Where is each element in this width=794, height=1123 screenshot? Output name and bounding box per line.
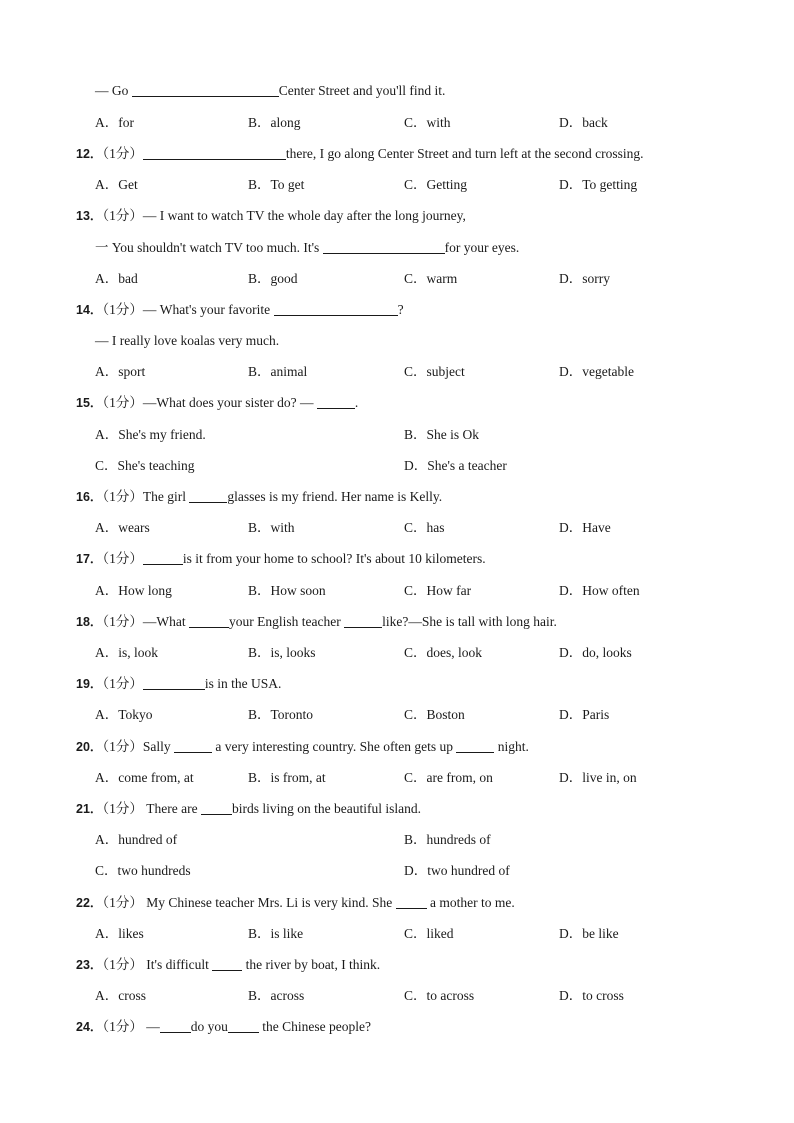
q17-option-d[interactable]: D．How often (559, 583, 640, 598)
q12-stem (0, 144, 794, 164)
q16-text-b: glasses is my friend. Her name is Kelly. (227, 489, 443, 504)
q15-options-row2 (0, 456, 794, 476)
q18-option-a[interactable]: A．is, look (95, 645, 159, 660)
q24-text-b: do you (190, 1019, 228, 1034)
q16-number: 16． (76, 490, 103, 504)
q16-text-a: The girl (142, 489, 190, 504)
q24-blank-2 (228, 1018, 259, 1033)
q19-option-c[interactable]: C．Boston (404, 707, 465, 722)
q16-option-b[interactable]: B．with (248, 520, 295, 535)
q12-number: 12． (76, 147, 103, 161)
q15-number: 15． (76, 396, 103, 410)
q21-option-b[interactable]: B．hundreds of (404, 832, 491, 847)
q15-options-row1 (0, 425, 794, 445)
q18-text-c: like?—She is tall with long hair. (382, 614, 557, 629)
q17-score: （1分） (102, 551, 143, 566)
q13-option-b[interactable]: B．good (248, 271, 298, 286)
q12-text-b: there, I go along Center Street and turn left at the second crossing. (285, 146, 644, 161)
q13-number: 13． (76, 209, 103, 223)
q16-option-a[interactable]: A．wears (95, 520, 150, 535)
q13-option-a[interactable]: A．bad (95, 271, 138, 286)
q23-option-b[interactable]: B．across (248, 988, 305, 1003)
q15-option-d[interactable]: D．She's a teacher (404, 458, 507, 473)
q24-text-a: — (142, 1019, 160, 1034)
q20-option-b[interactable]: B．is from, at (248, 770, 326, 785)
q12-blank (143, 145, 286, 160)
q17-option-a[interactable]: A．How long (95, 583, 172, 598)
q23-text-a: It's difficult (142, 957, 213, 972)
q18-blank-1 (189, 613, 229, 628)
q21-option-a[interactable]: A．hundred of (95, 832, 178, 847)
q13-option-d[interactable]: D．sorry (559, 271, 610, 286)
q14-score: （1分） (102, 302, 143, 317)
q23-option-d[interactable]: D．to cross (559, 988, 624, 1003)
q11-option-a[interactable]: A．for (95, 115, 134, 130)
q17-blank (143, 550, 183, 565)
q22-text-b: a mother to me. (426, 895, 515, 910)
q16-stem (0, 487, 794, 507)
q15-score: （1分） (102, 395, 143, 410)
q20-blank-2 (456, 738, 494, 753)
q16-options (0, 518, 794, 538)
q11-options (0, 113, 794, 133)
q15-stem (0, 393, 794, 413)
q12-option-c[interactable]: C．Getting (404, 177, 467, 192)
q22-blank (396, 894, 427, 909)
q14-option-b[interactable]: B．animal (248, 364, 308, 379)
q20-stem (0, 737, 794, 757)
q15-blank (317, 394, 355, 409)
q24-blank-1 (160, 1018, 191, 1033)
q19-blank (143, 675, 205, 690)
q18-blank-2 (344, 613, 382, 628)
q21-option-c[interactable]: C．two hundreds (95, 863, 191, 878)
q21-blank (201, 800, 232, 815)
q15-option-a[interactable]: A．She's my friend. (95, 427, 206, 442)
q18-text-b: your English teacher (229, 614, 345, 629)
q19-options (0, 705, 794, 725)
q13-stem (0, 206, 794, 226)
q23-text-b: the river by boat, I think. (242, 957, 381, 972)
q17-stem (0, 549, 794, 569)
q12-score: （1分） (102, 146, 143, 161)
q22-options (0, 924, 794, 944)
q16-option-c[interactable]: C．has (404, 520, 445, 535)
q14-blank (274, 301, 398, 316)
q18-option-b[interactable]: B．is, looks (248, 645, 316, 660)
q22-option-b[interactable]: B．is like (248, 926, 304, 941)
q21-option-d[interactable]: D．two hundred of (404, 863, 510, 878)
q20-text-b: a very interesting country. She often gets up (212, 739, 457, 754)
q13-options (0, 269, 794, 289)
q13-reply-b: for your eyes. (444, 240, 520, 255)
q14-number: 14． (76, 303, 103, 317)
q18-option-d[interactable]: D．do, looks (559, 645, 632, 660)
q22-stem (0, 893, 794, 913)
q21-stem (0, 799, 794, 819)
q19-stem (0, 674, 794, 694)
q16-score: （1分） (102, 489, 143, 504)
q11-option-c[interactable]: C．with (404, 115, 451, 130)
q18-score: （1分） (102, 614, 143, 629)
q21-score: （1分） (102, 801, 143, 816)
q15-option-c[interactable]: C．She's teaching (95, 458, 195, 473)
q23-blank (212, 956, 242, 971)
q13-text: — I want to watch TV the whole day after the long journey, (142, 208, 466, 223)
q14-reply-line: — I really love koalas very much. (95, 333, 280, 348)
q22-option-d[interactable]: D．be like (559, 926, 619, 941)
q22-option-a[interactable]: A．likes (95, 926, 144, 941)
q11-text-b: Center Street and you'll find it. (278, 83, 446, 98)
q23-number: 23． (76, 958, 103, 972)
q12-option-d[interactable]: D．To getting (559, 177, 638, 192)
q21-options-row1 (0, 830, 794, 850)
q20-text-a: Sally (142, 739, 175, 754)
q11-text-a: — Go (95, 83, 132, 98)
q23-option-a[interactable]: A．cross (95, 988, 146, 1003)
q11-option-b[interactable]: B．along (248, 115, 301, 130)
q24-stem (0, 1017, 794, 1037)
q12-options (0, 175, 794, 195)
q23-options (0, 986, 794, 1006)
q20-text-c: night. (494, 739, 529, 754)
q19-option-b[interactable]: B．Toronto (248, 707, 314, 722)
q23-score: （1分） (102, 957, 143, 972)
q18-options (0, 643, 794, 663)
q16-option-d[interactable]: D．Have (559, 520, 611, 535)
q12-option-a[interactable]: A．Get (95, 177, 138, 192)
q23-option-c[interactable]: C．to across (404, 988, 475, 1003)
q19-text-b: is in the USA. (204, 676, 282, 691)
q21-text-a: There are (142, 801, 201, 816)
q18-option-c[interactable]: C．does, look (404, 645, 483, 660)
q23-stem (0, 955, 794, 975)
q14-text-b: ? (397, 302, 404, 317)
q20-options (0, 768, 794, 788)
q22-number: 22． (76, 896, 103, 910)
q13-score: （1分） (102, 208, 143, 223)
q22-score: （1分） (102, 895, 143, 910)
q13-reply-line (0, 238, 794, 258)
q17-options (0, 581, 794, 601)
q11-blank (132, 82, 279, 97)
q12-option-b[interactable]: B．To get (248, 177, 305, 192)
q20-score: （1分） (102, 739, 143, 754)
q16-blank (189, 488, 227, 503)
q21-text-b: birds living on the beautiful island. (232, 801, 421, 816)
q19-number: 19． (76, 677, 103, 691)
q14-text-a: — What's your favorite (142, 302, 274, 317)
q20-option-c[interactable]: C．are from, on (404, 770, 493, 785)
q18-text-a: —What (142, 614, 190, 629)
q22-text-a: My Chinese teacher Mrs. Li is very kind. She (142, 895, 396, 910)
q20-option-a[interactable]: A．come from, at (95, 770, 194, 785)
q20-number: 20． (76, 740, 103, 754)
q14-options (0, 362, 794, 382)
q19-option-d[interactable]: D．Paris (559, 707, 610, 722)
q18-stem (0, 612, 794, 632)
q14-option-c[interactable]: C．subject (404, 364, 465, 379)
q24-text-c: the Chinese people? (258, 1019, 371, 1034)
q24-score: （1分） (102, 1019, 143, 1034)
q15-option-b[interactable]: B．She is Ok (404, 427, 480, 442)
q17-number: 17． (76, 552, 103, 566)
q19-score: （1分） (102, 676, 143, 691)
q11-option-d[interactable]: D．back (559, 115, 608, 130)
q17-option-b[interactable]: B．How soon (248, 583, 326, 598)
q14-option-d[interactable]: D．vegetable (559, 364, 634, 379)
q19-option-a[interactable]: A．Tokyo (95, 707, 153, 722)
q15-text-a: —What does your sister do? — (142, 395, 317, 410)
q18-number: 18． (76, 615, 103, 629)
q17-text-b: is it from your home to school? It's about 10 kilometers. (182, 551, 486, 566)
q24-number: 24． (76, 1020, 103, 1034)
q11-answer-line (0, 81, 794, 101)
q20-option-d[interactable]: D．live in, on (559, 770, 637, 785)
q14-option-a[interactable]: A．sport (95, 364, 146, 379)
q21-options-row2 (0, 861, 794, 881)
q21-number: 21． (76, 802, 103, 816)
q15-text-b: . (354, 395, 359, 410)
q17-option-c[interactable]: C．How far (404, 583, 472, 598)
q13-blank (323, 239, 445, 254)
q22-option-c[interactable]: C．liked (404, 926, 454, 941)
q14-stem (0, 300, 794, 320)
q13-reply-a: 一 You shouldn't watch TV too much. It's (95, 240, 323, 255)
q13-option-c[interactable]: C．warm (404, 271, 458, 286)
q20-blank-1 (174, 738, 212, 753)
